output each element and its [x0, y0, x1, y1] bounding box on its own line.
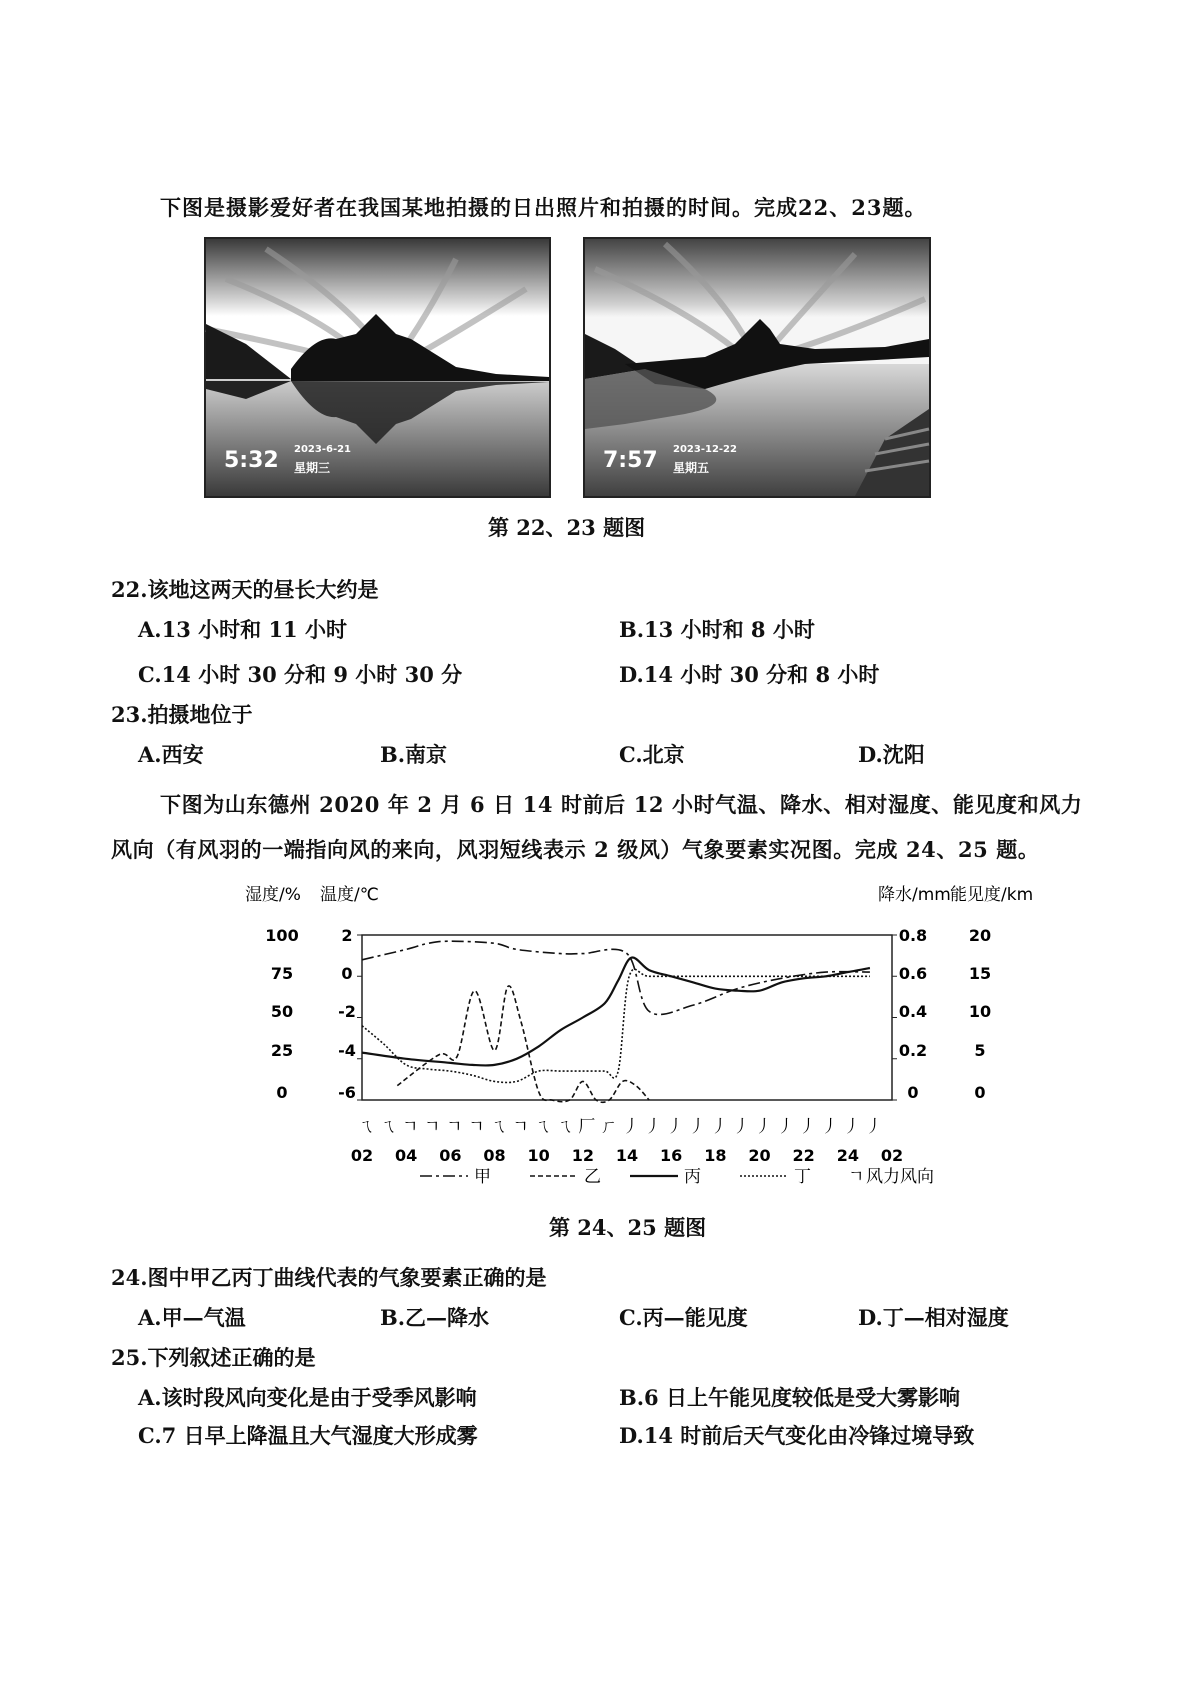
wind-barb: 丿 [843, 1117, 861, 1137]
question-22-option-b[interactable]: B.13 小时和 8 小时 [619, 617, 815, 642]
legend-label: 丙 [684, 1167, 701, 1187]
wind-barb: ㄟ [534, 1117, 552, 1137]
wind-barb: 丿 [622, 1117, 640, 1137]
precip-tick: 0.8 [898, 926, 928, 945]
question-23-option-c[interactable]: C.北京 [619, 742, 685, 767]
temperature-tick: -6 [338, 1083, 356, 1102]
weather-chart [230, 880, 1034, 1187]
x-tick-label: 12 [571, 1146, 594, 1165]
wind-barb: 丿 [644, 1117, 662, 1137]
wind-barb: ㄟ [357, 1117, 375, 1137]
question-22-option-d[interactable]: D.14 小时 30 分和 8 小时 [619, 662, 880, 687]
question-23-option-a[interactable]: A.西安 [138, 742, 204, 767]
visibility-tick: 0 [974, 1083, 986, 1102]
temperature-tick: 2 [341, 926, 353, 945]
wind-barb: 丿 [777, 1117, 795, 1137]
legend-label: 乙 [584, 1167, 601, 1187]
question-25-option-d[interactable]: D.14 时前后天气变化由冷锋过境导致 [619, 1423, 975, 1448]
legend-label: 风力风向 [866, 1167, 934, 1187]
humidity-tick: 0 [276, 1083, 288, 1102]
question-24-option-b[interactable]: B.乙—降水 [380, 1305, 490, 1330]
humidity-axis-label: 湿度/% [245, 885, 301, 905]
question-23-option-b[interactable]: B.南京 [380, 742, 448, 767]
question-25-stem: 25.下列叙述正确的是 [111, 1345, 316, 1370]
question-25-option-c[interactable]: C.7 日早上降温且大气湿度大形成雾 [138, 1423, 478, 1448]
question-22-stem: 22.该地这两天的昼长大约是 [111, 577, 379, 602]
x-tick-label: 14 [615, 1146, 639, 1165]
wind-barb: 丿 [865, 1117, 883, 1137]
x-tick-label: 24 [836, 1146, 859, 1165]
figure-caption-24-25: 第 24、25 题图 [549, 1215, 707, 1240]
wind-barb: 丿 [755, 1117, 772, 1137]
wind-barb: ㄟ [556, 1117, 574, 1137]
x-tick-label: 08 [483, 1146, 506, 1165]
wind-barb: ㄱ [468, 1117, 485, 1137]
visibility-tick: 20 [968, 926, 992, 945]
temperature-tick: -4 [338, 1041, 356, 1060]
question-23-option-d[interactable]: D.沈阳 [858, 742, 925, 767]
visibility-axis-label: 能见度/km [950, 885, 1034, 905]
wind-barb: ㄏ [600, 1117, 618, 1137]
wind-barb: 厂 [578, 1117, 596, 1137]
wind-barb: ㄱ [424, 1117, 441, 1137]
wind-barb: 丿 [821, 1117, 839, 1137]
series-line-3 [362, 958, 870, 1066]
question-24-option-d[interactable]: D.丁—相对湿度 [858, 1305, 1009, 1330]
question-24-option-a[interactable]: A.甲—气温 [138, 1305, 246, 1330]
legend-label: 甲 [474, 1167, 491, 1187]
x-tick-label: 18 [704, 1146, 727, 1165]
plot-area [362, 935, 892, 1100]
sunrise-photo-winter [583, 237, 931, 498]
x-tick-label: 10 [527, 1146, 550, 1165]
photo-1-date: 2023-6-21 [294, 444, 352, 455]
humidity-tick: 75 [270, 964, 294, 983]
wind-barb: ㄱ [401, 1117, 419, 1137]
visibility-tick: 5 [974, 1041, 986, 1060]
series-line-2 [397, 986, 649, 1102]
wind-barb: ㄟ [490, 1117, 507, 1137]
x-tick-label: 16 [660, 1146, 683, 1165]
temperature-tick: -2 [338, 1002, 356, 1021]
question-25-option-b[interactable]: B.6 日上午能见度较低是受大雾影响 [619, 1385, 960, 1410]
photo-1-weekday: 星期三 [294, 461, 331, 475]
question-24-stem: 24.图中甲乙丙丁曲线代表的气象要素正确的是 [111, 1265, 547, 1290]
visibility-tick: 10 [968, 1002, 992, 1021]
intro-paragraph-1: 下图是摄影爱好者在我国某地拍摄的日出照片和拍摄的时间。完成22、23题。 [160, 195, 927, 220]
wind-barb: 丿 [710, 1117, 728, 1137]
photo-2-date: 2023-12-22 [673, 444, 737, 455]
photo-2-timestamp [603, 444, 753, 484]
series-line-1 [362, 941, 870, 1014]
precip-tick: 0.2 [898, 1041, 928, 1060]
question-22-option-c[interactable]: C.14 小时 30 分和 9 小时 30 分 [138, 662, 463, 687]
legend-label: 丁 [794, 1167, 811, 1187]
wind-barb: ㄟ [379, 1117, 397, 1137]
intro-paragraph-2-line-1: 下图为山东德州 2020 年 2 月 6 日 14 时前后 12 小时气温、降水、相对湿度、能见度和风力 [160, 792, 1083, 817]
photo-2-time: 7:57 [603, 448, 658, 473]
sunrise-photo-summer [204, 237, 551, 498]
x-tick-label: 22 [792, 1146, 815, 1165]
wind-barb: ㄱ [512, 1117, 529, 1137]
x-tick-label: 06 [439, 1146, 462, 1165]
precipitation-axis-label: 降水/mm [878, 885, 951, 905]
photo-2-weekday: 星期五 [673, 461, 710, 475]
x-tick-label: 20 [748, 1146, 771, 1165]
wind-barb: 丿 [688, 1117, 706, 1137]
wind-barb: ㄱ [446, 1117, 463, 1137]
wind-barb: 丿 [666, 1117, 684, 1137]
question-24-option-c[interactable]: C.丙—能见度 [619, 1305, 748, 1330]
x-tick-label: 02 [880, 1146, 904, 1165]
humidity-tick: 50 [270, 1002, 294, 1021]
x-tick-label: 04 [395, 1146, 418, 1165]
question-25-option-a[interactable]: A.该时段风向变化是由于受季风影响 [138, 1385, 477, 1410]
temperature-tick: 0 [341, 964, 353, 983]
photo-1-timestamp [224, 444, 374, 484]
photo-1-time: 5:32 [224, 448, 279, 473]
question-23-stem: 23.拍摄地位于 [111, 702, 253, 727]
humidity-tick: 25 [270, 1041, 294, 1060]
humidity-tick: 100 [265, 926, 299, 945]
intro-paragraph-2-line-2: 风向（有风羽的一端指向风的来向，风羽短线表示 2 级风）气象要素实况图。完成 24、25 题。 [111, 837, 1040, 862]
precip-tick: 0 [907, 1083, 919, 1102]
wind-barb: 丿 [799, 1117, 817, 1137]
legend-wind-symbol: ㄱ [848, 1167, 865, 1187]
wind-barb: 丿 [732, 1117, 750, 1137]
precip-tick: 0.4 [898, 1002, 928, 1021]
x-tick-label: 02 [350, 1146, 374, 1165]
precip-tick: 0.6 [898, 964, 928, 983]
temperature-axis-label: 温度/℃ [320, 885, 379, 905]
question-22-option-a[interactable]: A.13 小时和 11 小时 [138, 617, 347, 642]
visibility-tick: 15 [968, 964, 992, 983]
figure-caption-22-23: 第 22、23 题图 [488, 515, 646, 540]
